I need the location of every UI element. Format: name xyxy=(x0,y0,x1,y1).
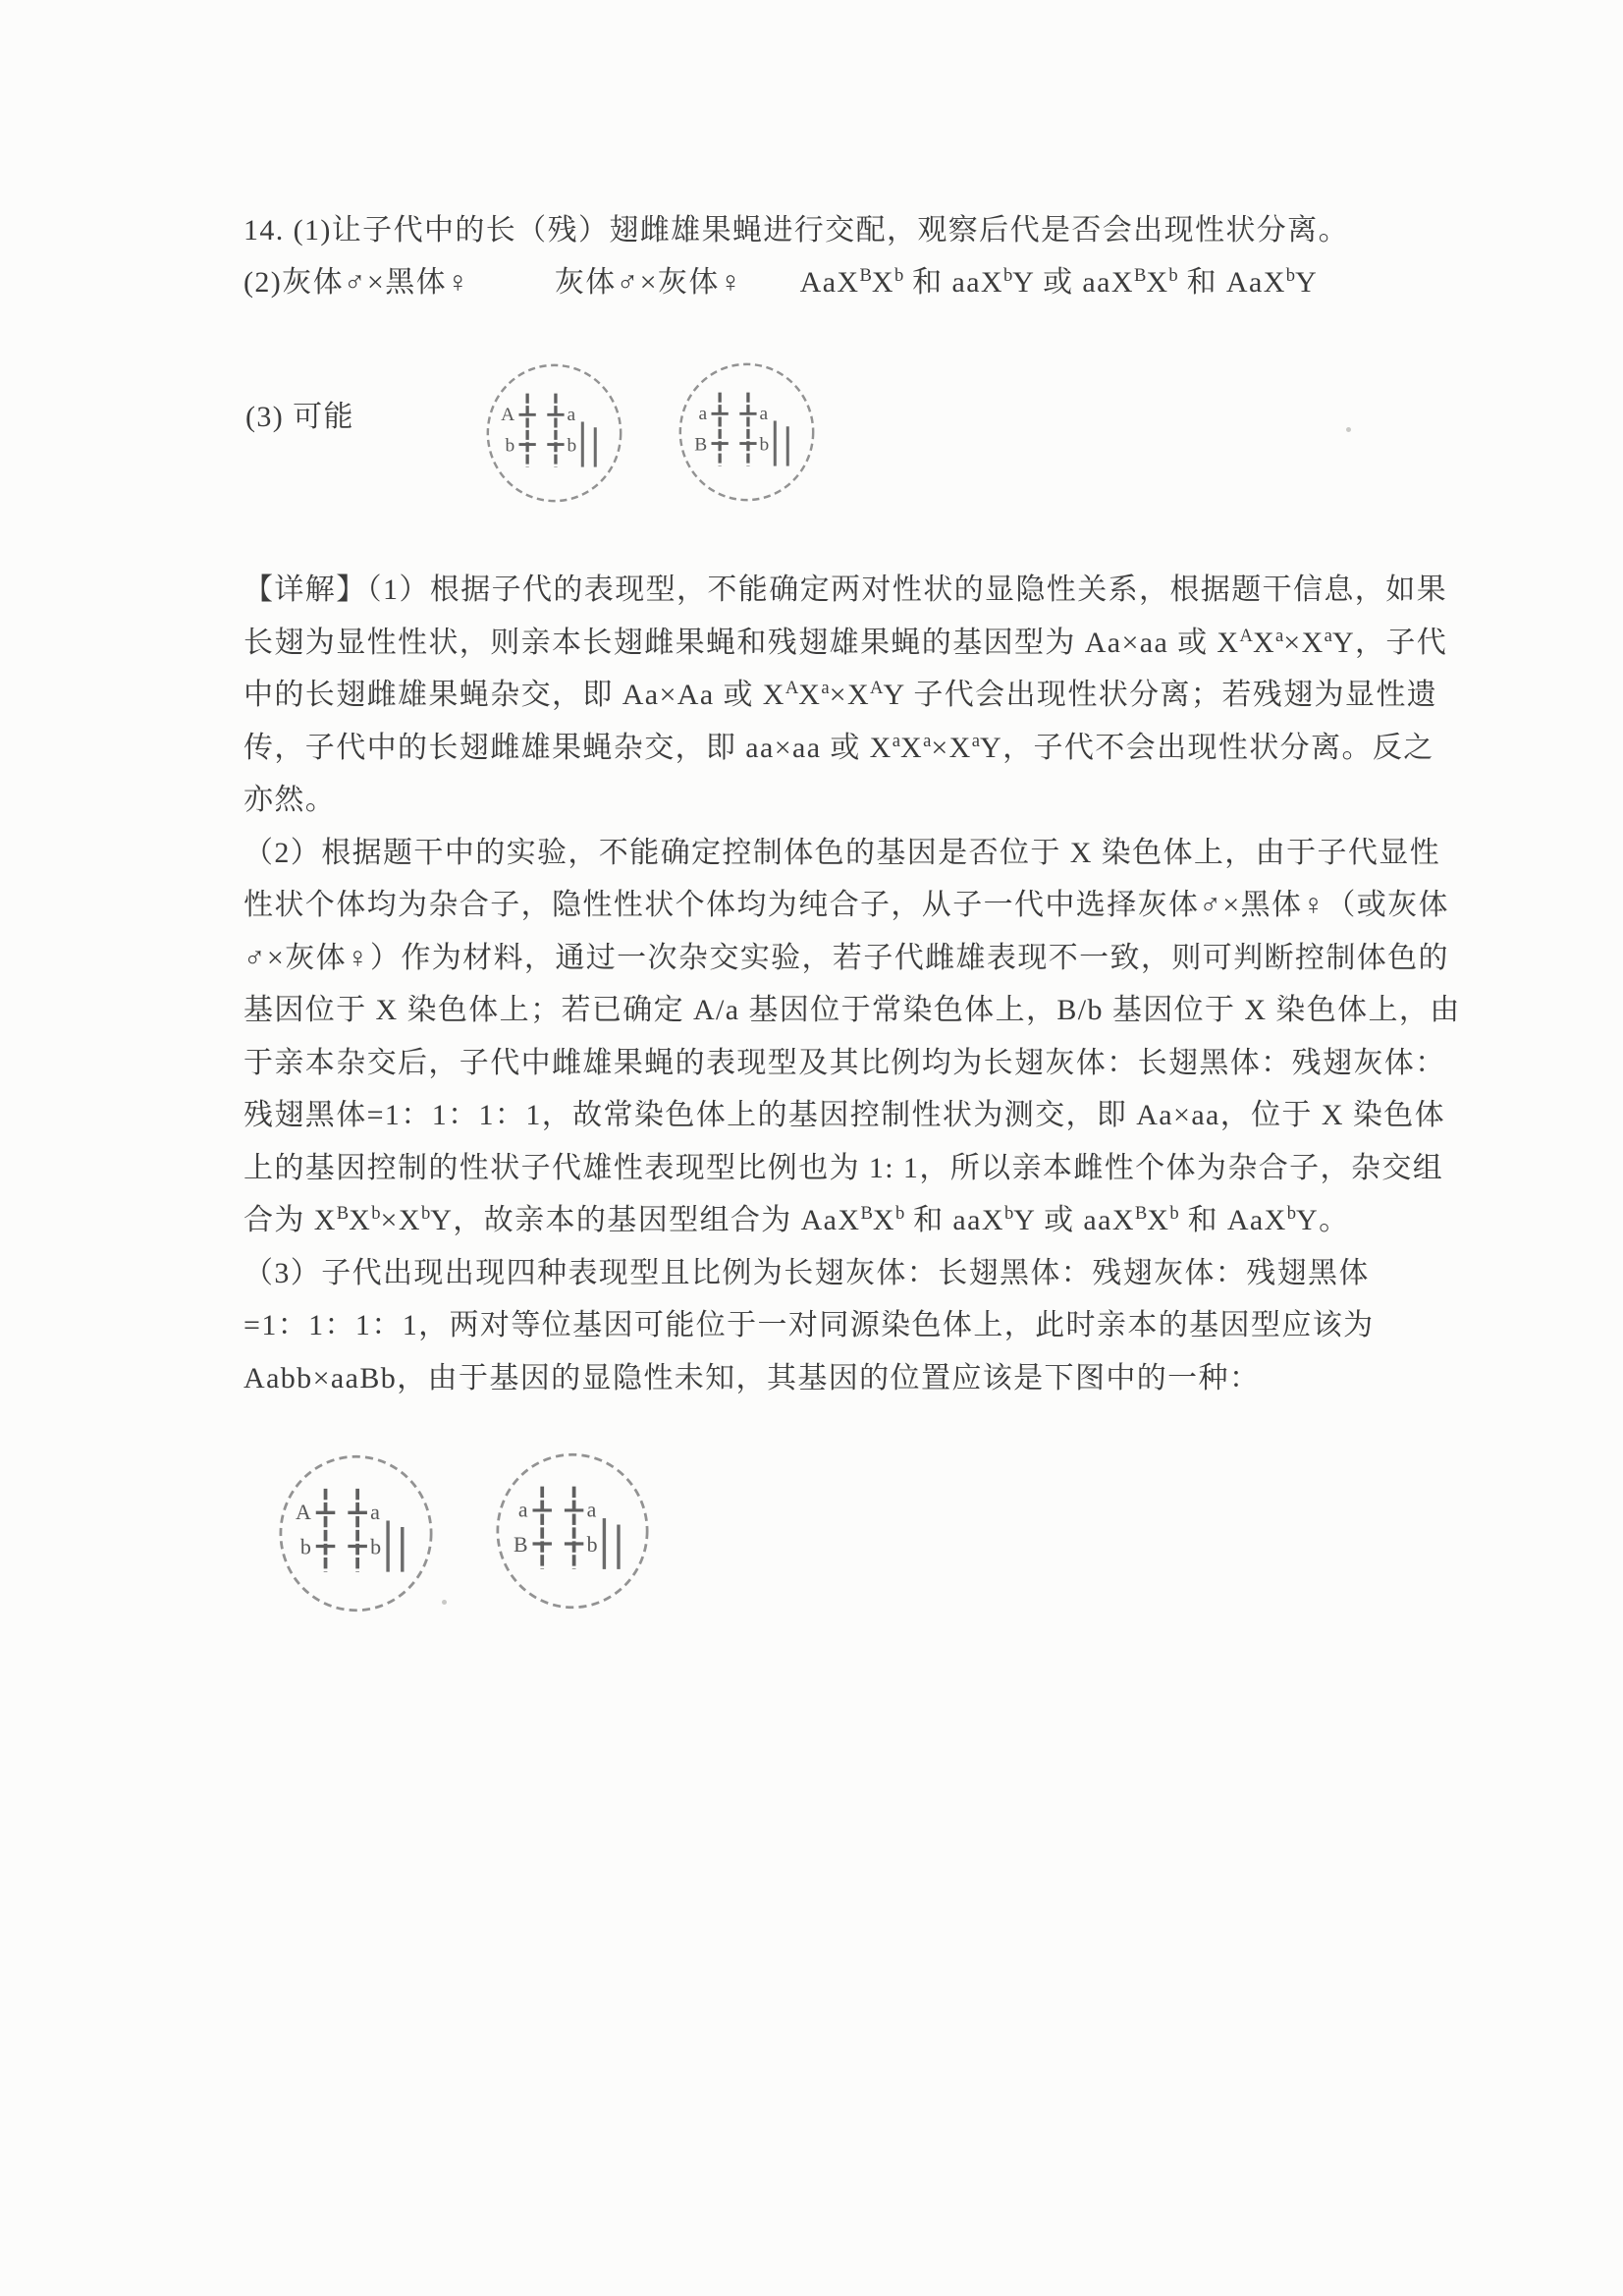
chromosome-cell-diagram-top-left xyxy=(483,362,625,504)
allele-label: a xyxy=(370,1499,380,1524)
allele-label: A xyxy=(501,405,515,426)
answer-line-1: 14. (1)让子代中的长（残）翅雌雄果蝇进行交配，观察后代是否会出现性状分离。 xyxy=(243,214,1349,246)
allele-label: b xyxy=(586,1533,598,1558)
explanation-line: 性状个体均为杂合子，隐性性状个体均为纯合子，从子一代中选择灰体♂×黑体♀（或灰体 xyxy=(243,889,1449,921)
allele-label: b xyxy=(299,1534,311,1559)
explanation-line: =1：1：1：1，两对等位基因可能位于一对同源染色体上，此时亲本的基因型应该为 xyxy=(243,1309,1375,1341)
explanation-line: 上的基因控制的性状子代雄性表现型比例也为 1: 1，所以亲本雌性个体为杂合子，杂交组 xyxy=(243,1151,1444,1184)
allele-label: b xyxy=(759,434,770,456)
allele-label: B xyxy=(514,1533,528,1558)
explanation-line: （3）子代出现出现四种表现型且比例为长翅灰体：长翅黑体：残翅灰体：残翅黑体 xyxy=(243,1256,1370,1289)
allele-label: b xyxy=(505,435,515,457)
explanation-line: 于亲本杂交后，子代中雌雄果蝇的表现型及其比例均为长翅灰体：长翅黑体：残翅灰体： xyxy=(243,1046,1446,1079)
chromosome-cell-diagram-top-right xyxy=(675,361,819,503)
scan-artifact-dot xyxy=(442,1600,447,1605)
explanation-line: 残翅黑体=1：1：1：1，故常染色体上的基因控制性状为测交，即 Aa×aa，位于 X 染色体 xyxy=(243,1099,1446,1131)
explanation-line: （2）根据题干中的实验，不能确定控制体色的基因是否位于 X 染色体上，由于子代显性 xyxy=(243,836,1441,869)
genotype-combinations-text: $AaX^BX^b$ 和 aaX$^b$Y 或 $aaX^BX^b$ 和 AaX$^b$Y xyxy=(799,265,1319,299)
explanation-line: Aabb×aaBb，由于基因的显隐性未知，其基因的位置应该是下图中的一种： xyxy=(243,1361,1261,1394)
explanation-line: 中的长翅雌雄果蝇杂交，即 Aa×Aa 或 $X^AX^a\times X^AY$ 子代会出现性状分离；若残翅为显性遗 xyxy=(243,678,1438,711)
explanation-line: 【详解】（1）根据子代的表现型，不能确定两对性状的显隐性关系，根据题干信息，如果 xyxy=(243,574,1447,606)
explanation-line: ♂×灰体♀）作为材料，通过一次杂交实验，若子代雌雄表现不一致，则可判断控制体色的 xyxy=(243,941,1449,974)
answer-line-2 xyxy=(243,256,1318,309)
cross-2-text: 灰体♂×灰体♀ xyxy=(554,266,743,299)
explanation-section xyxy=(243,564,1461,1404)
allele-label: a xyxy=(517,1498,528,1522)
cross-1-text: (2)灰体♂×黑体♀ xyxy=(243,266,470,299)
allele-label: a xyxy=(567,405,576,426)
explanation-line: 传，子代中的长翅雌雄果蝇杂交，即 aa×aa 或 $X^aX^a\times X^aY$，子代不会出现性状分离。反之 xyxy=(243,730,1434,764)
explanation-line: 基因位于 X 染色体上；若已确定 A/a 基因位于常染色体上，B/b 基因位于 X 染色体上，由 xyxy=(243,994,1461,1026)
allele-label: a xyxy=(698,404,708,425)
allele-label: b xyxy=(567,435,577,457)
allele-label: B xyxy=(694,434,708,456)
explanation-line: 亦然。 xyxy=(243,784,337,816)
explanation-line: 长翅为显性性状，则亲本长翅雌果蝇和残翅雄果蝇的基因型为 Aa×aa 或 $X^AX^a\times X^aY$，子代 xyxy=(243,625,1448,659)
chromosome-cell-diagram-bottom-left xyxy=(275,1453,437,1613)
allele-label: a xyxy=(759,404,769,425)
scan-artifact-dot xyxy=(1346,427,1351,432)
answer-item-3-label: (3) 可能 xyxy=(245,401,354,433)
allele-label: A xyxy=(295,1499,311,1524)
allele-label: b xyxy=(370,1534,382,1559)
explanation-line: 合为 $X^BX^b\times X^bY$，故亲本的基因型组合为 $AaX^BX^b$ 和 aaX$^b$Y 或 $aaX^BX^b$ 和 AaX$^b$Y。 xyxy=(243,1203,1350,1236)
chromosome-cell-diagram-bottom-right xyxy=(490,1451,655,1611)
allele-label: a xyxy=(586,1498,597,1522)
